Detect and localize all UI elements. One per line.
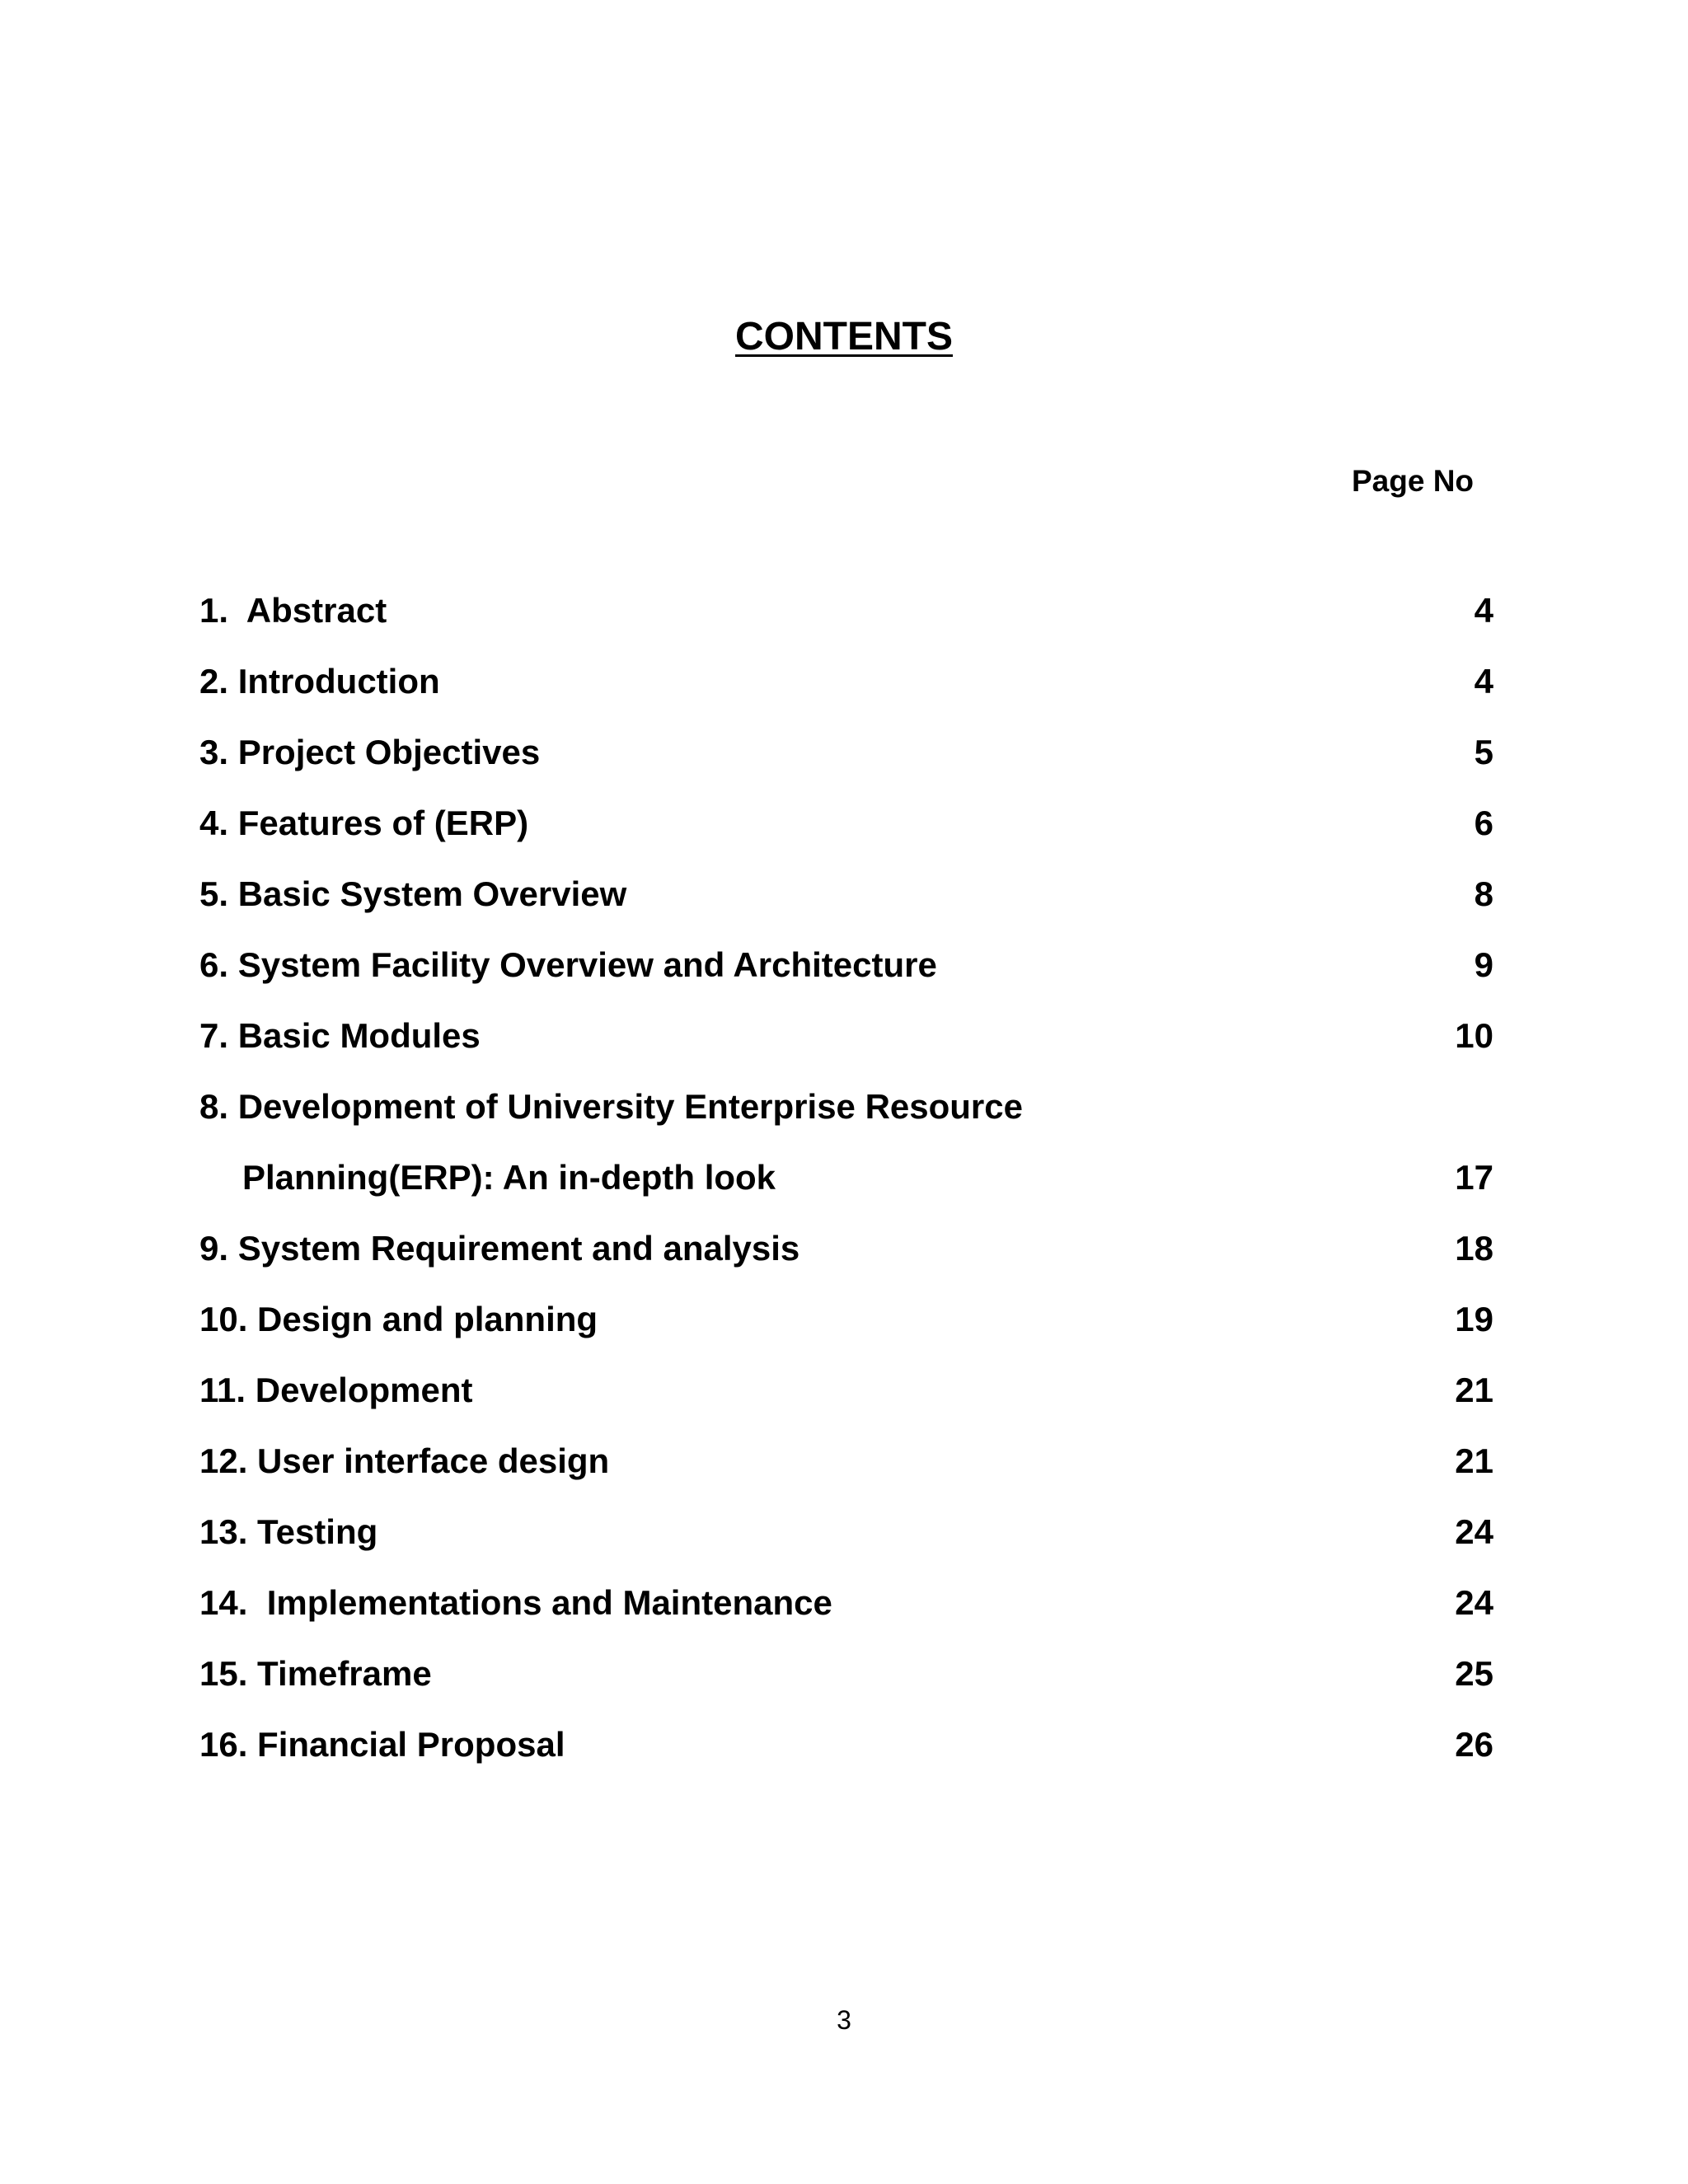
toc-entry[interactable] <box>199 1373 1493 1444</box>
toc-entry[interactable] <box>199 593 1493 664</box>
toc-entry[interactable] <box>199 1441 1493 1515</box>
toc-entry[interactable] <box>199 1727 1493 1798</box>
toc-entry[interactable] <box>199 806 1493 877</box>
page-title: CONTENTS <box>735 315 953 359</box>
toc-entry-page: 21 <box>1455 1441 1493 1480</box>
toc-entry-page: 10 <box>1455 1016 1493 1055</box>
toc-entry-label: 1. Abstract <box>199 591 387 630</box>
toc-entry-label: 3. Project Objectives <box>199 733 541 771</box>
toc-entry[interactable] <box>199 1016 1493 1090</box>
toc-entry-page: 4 <box>1474 662 1493 701</box>
toc-entry-page: 18 <box>1455 1229 1493 1268</box>
toc-entry[interactable] <box>199 664 1493 735</box>
toc-entry-label: 5. Basic System Overview <box>199 874 627 913</box>
toc-entry-label: 9. System Requirement and analysis <box>199 1229 800 1268</box>
toc-entry-page: 19 <box>1455 1300 1493 1338</box>
toc-entry-label: 11. Development <box>199 1371 473 1409</box>
toc-entry[interactable] <box>199 1302 1493 1373</box>
toc-entry-label: 4. Features of (ERP) <box>199 804 529 842</box>
toc-entry[interactable] <box>199 735 1493 806</box>
toc-entry-page: 17 <box>1455 1158 1493 1197</box>
toc-entry-label: 10. Design and planning <box>199 1300 598 1338</box>
toc-entry-label: 14. Implementations and Maintenance <box>199 1583 832 1622</box>
toc-entry-page: 8 <box>1474 874 1493 913</box>
toc-entry-page: 24 <box>1455 1512 1493 1551</box>
toc-entry[interactable] <box>199 1512 1493 1586</box>
toc-entry-label: 13. Testing <box>199 1512 378 1551</box>
toc-entry-page: 9 <box>1474 945 1493 984</box>
footer-page-number: 3 <box>837 2005 851 2035</box>
toc-entry-label: 15. Timeframe <box>199 1654 432 1693</box>
toc-entry-page: 26 <box>1455 1725 1493 1764</box>
toc-entry-page: 5 <box>1474 733 1493 771</box>
toc-entry-page: 6 <box>1474 804 1493 842</box>
toc-entry-label: 2. Introduction <box>199 662 440 701</box>
toc-entry-label: 16. Financial Proposal <box>199 1725 565 1764</box>
toc-entry-continuation[interactable] <box>199 1160 1493 1231</box>
toc-entry[interactable] <box>199 1231 1493 1302</box>
toc-entry[interactable] <box>199 1654 1493 1727</box>
toc-entry-page: 21 <box>1455 1371 1493 1409</box>
toc-entry-label: 7. Basic Modules <box>199 1016 481 1055</box>
toc-entry-label: Planning(ERP): An in-depth look <box>242 1158 776 1197</box>
toc-entry-label: 6. System Facility Overview and Architecture <box>199 945 937 984</box>
toc-entry[interactable] <box>199 1583 1493 1657</box>
page-no-column-header: Page No <box>1352 464 1475 498</box>
toc-entry[interactable] <box>199 874 1493 948</box>
toc-entry[interactable] <box>199 945 1493 1019</box>
table-of-contents <box>199 593 1493 1798</box>
toc-entry[interactable] <box>199 1087 1493 1160</box>
toc-entry-page: 24 <box>1455 1583 1493 1622</box>
toc-entry-page: 4 <box>1474 591 1493 630</box>
toc-entry-label: 12. User interface design <box>199 1441 610 1480</box>
toc-entry-label: 8. Development of University Enterprise Resource <box>199 1087 1023 1126</box>
toc-entry-page: 25 <box>1455 1654 1493 1693</box>
